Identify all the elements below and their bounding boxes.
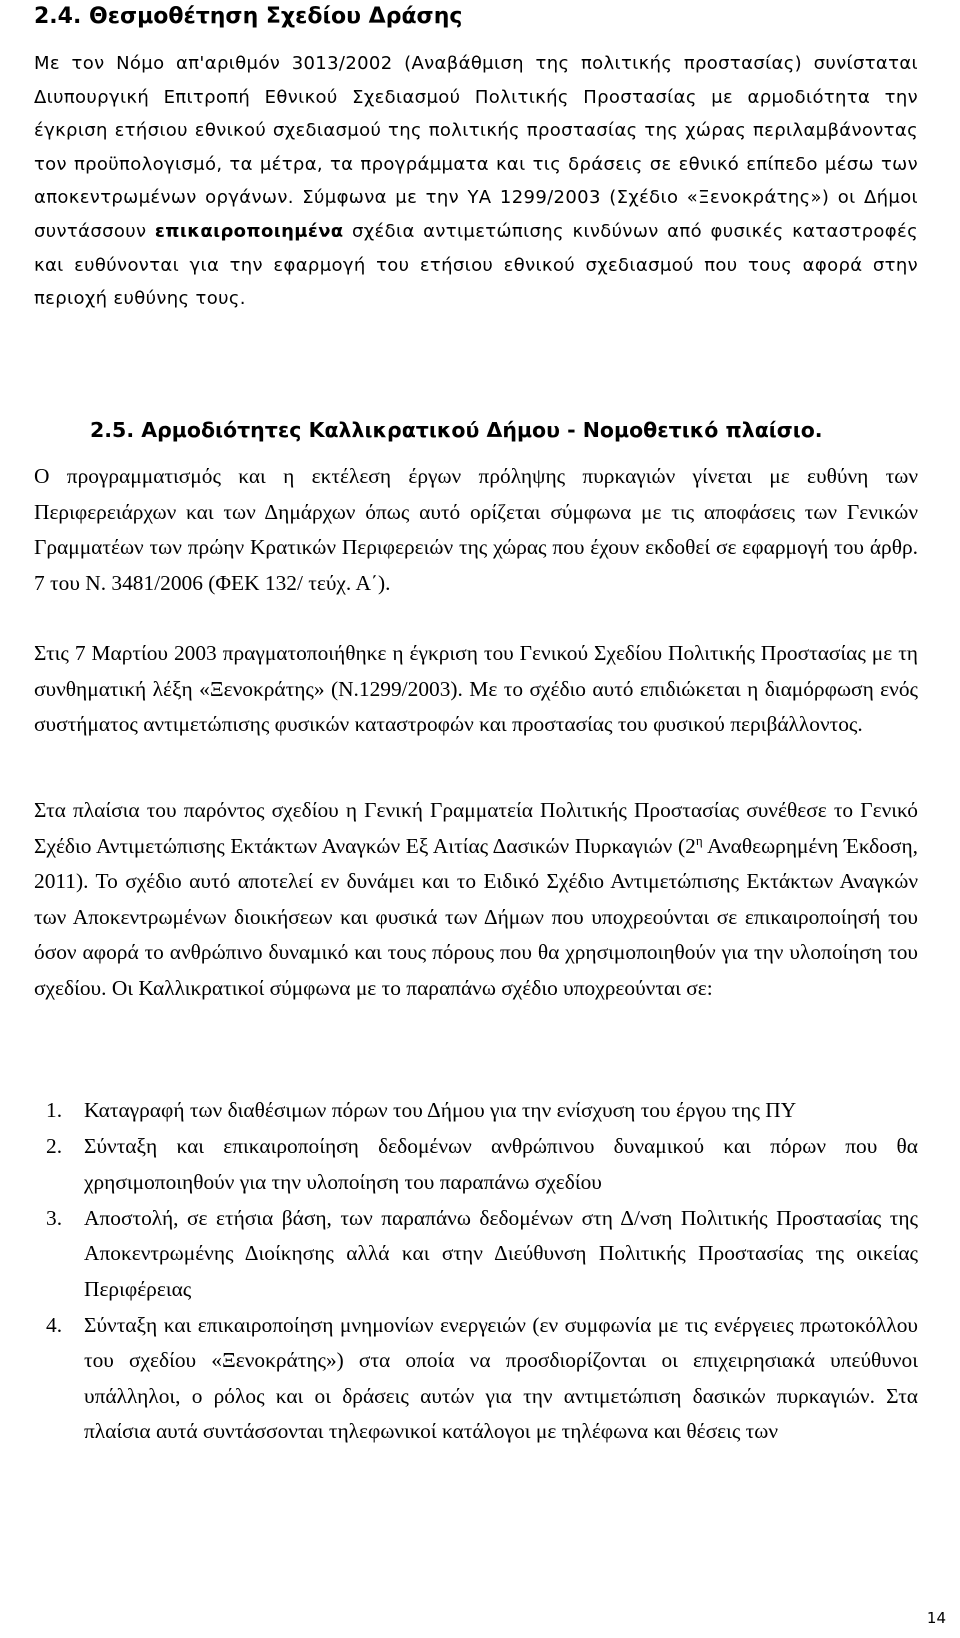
paragraph-text-end: Αναθεωρημένη Έκδοση, 2011). Το σχέδιο αυτό αποτελεί εν δυνάμει και το Ειδικό Σχέδιο Αντιμετώπισης Εκτάκτων Αναγκών των Αποκεντρωμένων διοικήσεων και φυσικά των Δήμων που υποχρεούνται σε επικαιροποίησή του όσον αφορά το ανθρώπινο δυναμικό και τους πόρους που θα χρησιμοποιηθούν για την υλοποίηση του σχεδίου. Οι Καλλικρατικοί σύμφωνα με το παραπάνω σχέδιο υποχρεούνται σε:: [34, 833, 918, 1000]
section-2-5-paragraph-2: Στις 7 Μαρτίου 2003 πραγματοποιήθηκε η έγκριση του Γενικού Σχεδίου Πολιτικής Προστασίας με τη συνθηματική λέξη «Ξενοκράτης» (Ν.1299/2003). Με το σχέδιο αυτό επιδιώκεται η διαμόρφωση ενός συστήματος αντιμετώπισης φυσικών καταστροφών και προστασίας του φυσικού περιβάλλοντος.: [34, 641, 918, 736]
list-item-number: 4.: [46, 1312, 63, 1337]
section-2-5-heading: 2.5. Αρμοδιότητες Καλλικρατικού Δήμου - Νομοθετικό πλαίσιο.: [90, 418, 823, 442]
section-2-5-paragraph-3: [34, 793, 918, 1006]
superscript: η: [695, 832, 703, 848]
paragraph-text-start: Στα πλαίσια του παρόντος σχεδίου η Γενική Γραμματεία Πολιτικής Προστασίας συνέθεσε το Γενικό Σχέδιο Αντιμετώπισης Εκτάκτων Αναγκών Εξ Αιτίας Δασικών Πυρκαγιών (2: [34, 798, 918, 858]
section-2-4-paragraph: [34, 47, 918, 316]
paragraph-bold-term: επικαιροποιημένα: [154, 220, 344, 242]
section-2-4-heading: 2.4. Θεσμοθέτηση Σχεδίου Δράσης: [34, 4, 463, 29]
paragraph-text-end: σχέδια αντιμετώπισης κινδύνων από φυσικές καταστροφές και ευθύνονται για την εφαρμογή του ετήσιου εθνικού σχεδιασμού που τους αφορά στην περιοχή ευθύνης τους.: [34, 220, 919, 310]
list-item: [34, 1093, 918, 1129]
list-item: [34, 1129, 918, 1200]
list-item-text: Καταγραφή των διαθέσιμων πόρων του Δήμου για την ενίσχυση του έργου της ΠΥ: [84, 1098, 797, 1122]
list-item-number: 3.: [46, 1205, 63, 1230]
list-item: [34, 1201, 918, 1308]
page-number: 14: [926, 1609, 946, 1627]
list-item-number: 2.: [46, 1134, 63, 1158]
obligations-list: [34, 1093, 918, 1450]
section-2-5-paragraph-1: Ο προγραμματισμός και η εκτέλεση έργων πρόληψης πυρκαγιών γίνεται με ευθύνη των Περιφερειάρχων και των Δημάρχων όπως αυτό ορίζεται σύμφωνα με τις αποφάσεις των Γενικών Γραμματέων των πρώην Κρατικών Περιφερειών της χώρας που έχουν εκδοθεί σε εφαρμογή του άρθρ. 7 του Ν. 3481/2006 (ΦΕΚ 132/ τεύχ. Α΄).: [34, 464, 918, 595]
list-item: [34, 1308, 918, 1450]
paragraph-text-start: Με τον Νόμο απ'αριθμόν 3013/2002 (Αναβάθμιση της πολιτικής προστασίας) συνίσταται Διυπουργική Επιτροπή Εθνικού Σχεδιασμού Πολιτικής Προστασίας με αρμοδιότητα την έγκριση ετήσιου εθνικού σχεδιασμού της πολιτικής προστασίας της χώρας περιλαμβάνοντας τον προϋπολογισμό, τα μέτρα, τα προγράμματα και τις δράσεις σε εθνικό επίπεδο μέσω των αποκεντρωμένων οργάνων. Σύμφωνα με την ΥΑ 1299/2003 (Σχέδιο «Ξενοκράτης») οι Δήμοι συντάσσουν: [34, 53, 918, 242]
list-item-text: Αποστολή, σε ετήσια βάση, των παραπάνω δεδομένων στη Δ/νση Πολιτικής Προστασίας της Αποκεντρωμένης Διοίκησης αλλά και στην Διεύθυνση Πολιτικής Προστασίας της οικείας Περιφέρειας: [84, 1205, 918, 1301]
list-item-text: Σύνταξη και επικαιροποίηση μνημονίων ενεργειών (εν συμφωνία με τις ενέργειες πρωτοκόλλου του σχεδίου «Ξενοκράτης») στα οποία να προσδιορίζονται οι επιχειρησιακά υπεύθυνοι υπάλληλοι, ο ρόλος και οι δράσεις αυτών για την αντιμετώπιση δασικών πυρκαγιών. Στα πλαίσια αυτά συντάσσονται τηλεφωνικοί κατάλογοι με τηλέφωνα και θέσεις των: [84, 1312, 918, 1443]
list-item-text: Σύνταξη και επικαιροποίηση δεδομένων ανθρώπινου δυναμικού και πόρων που θα χρησιμοποιηθούν για την υλοποίηση του παραπάνω σχεδίου: [84, 1134, 918, 1194]
list-item-number: 1.: [46, 1098, 63, 1122]
